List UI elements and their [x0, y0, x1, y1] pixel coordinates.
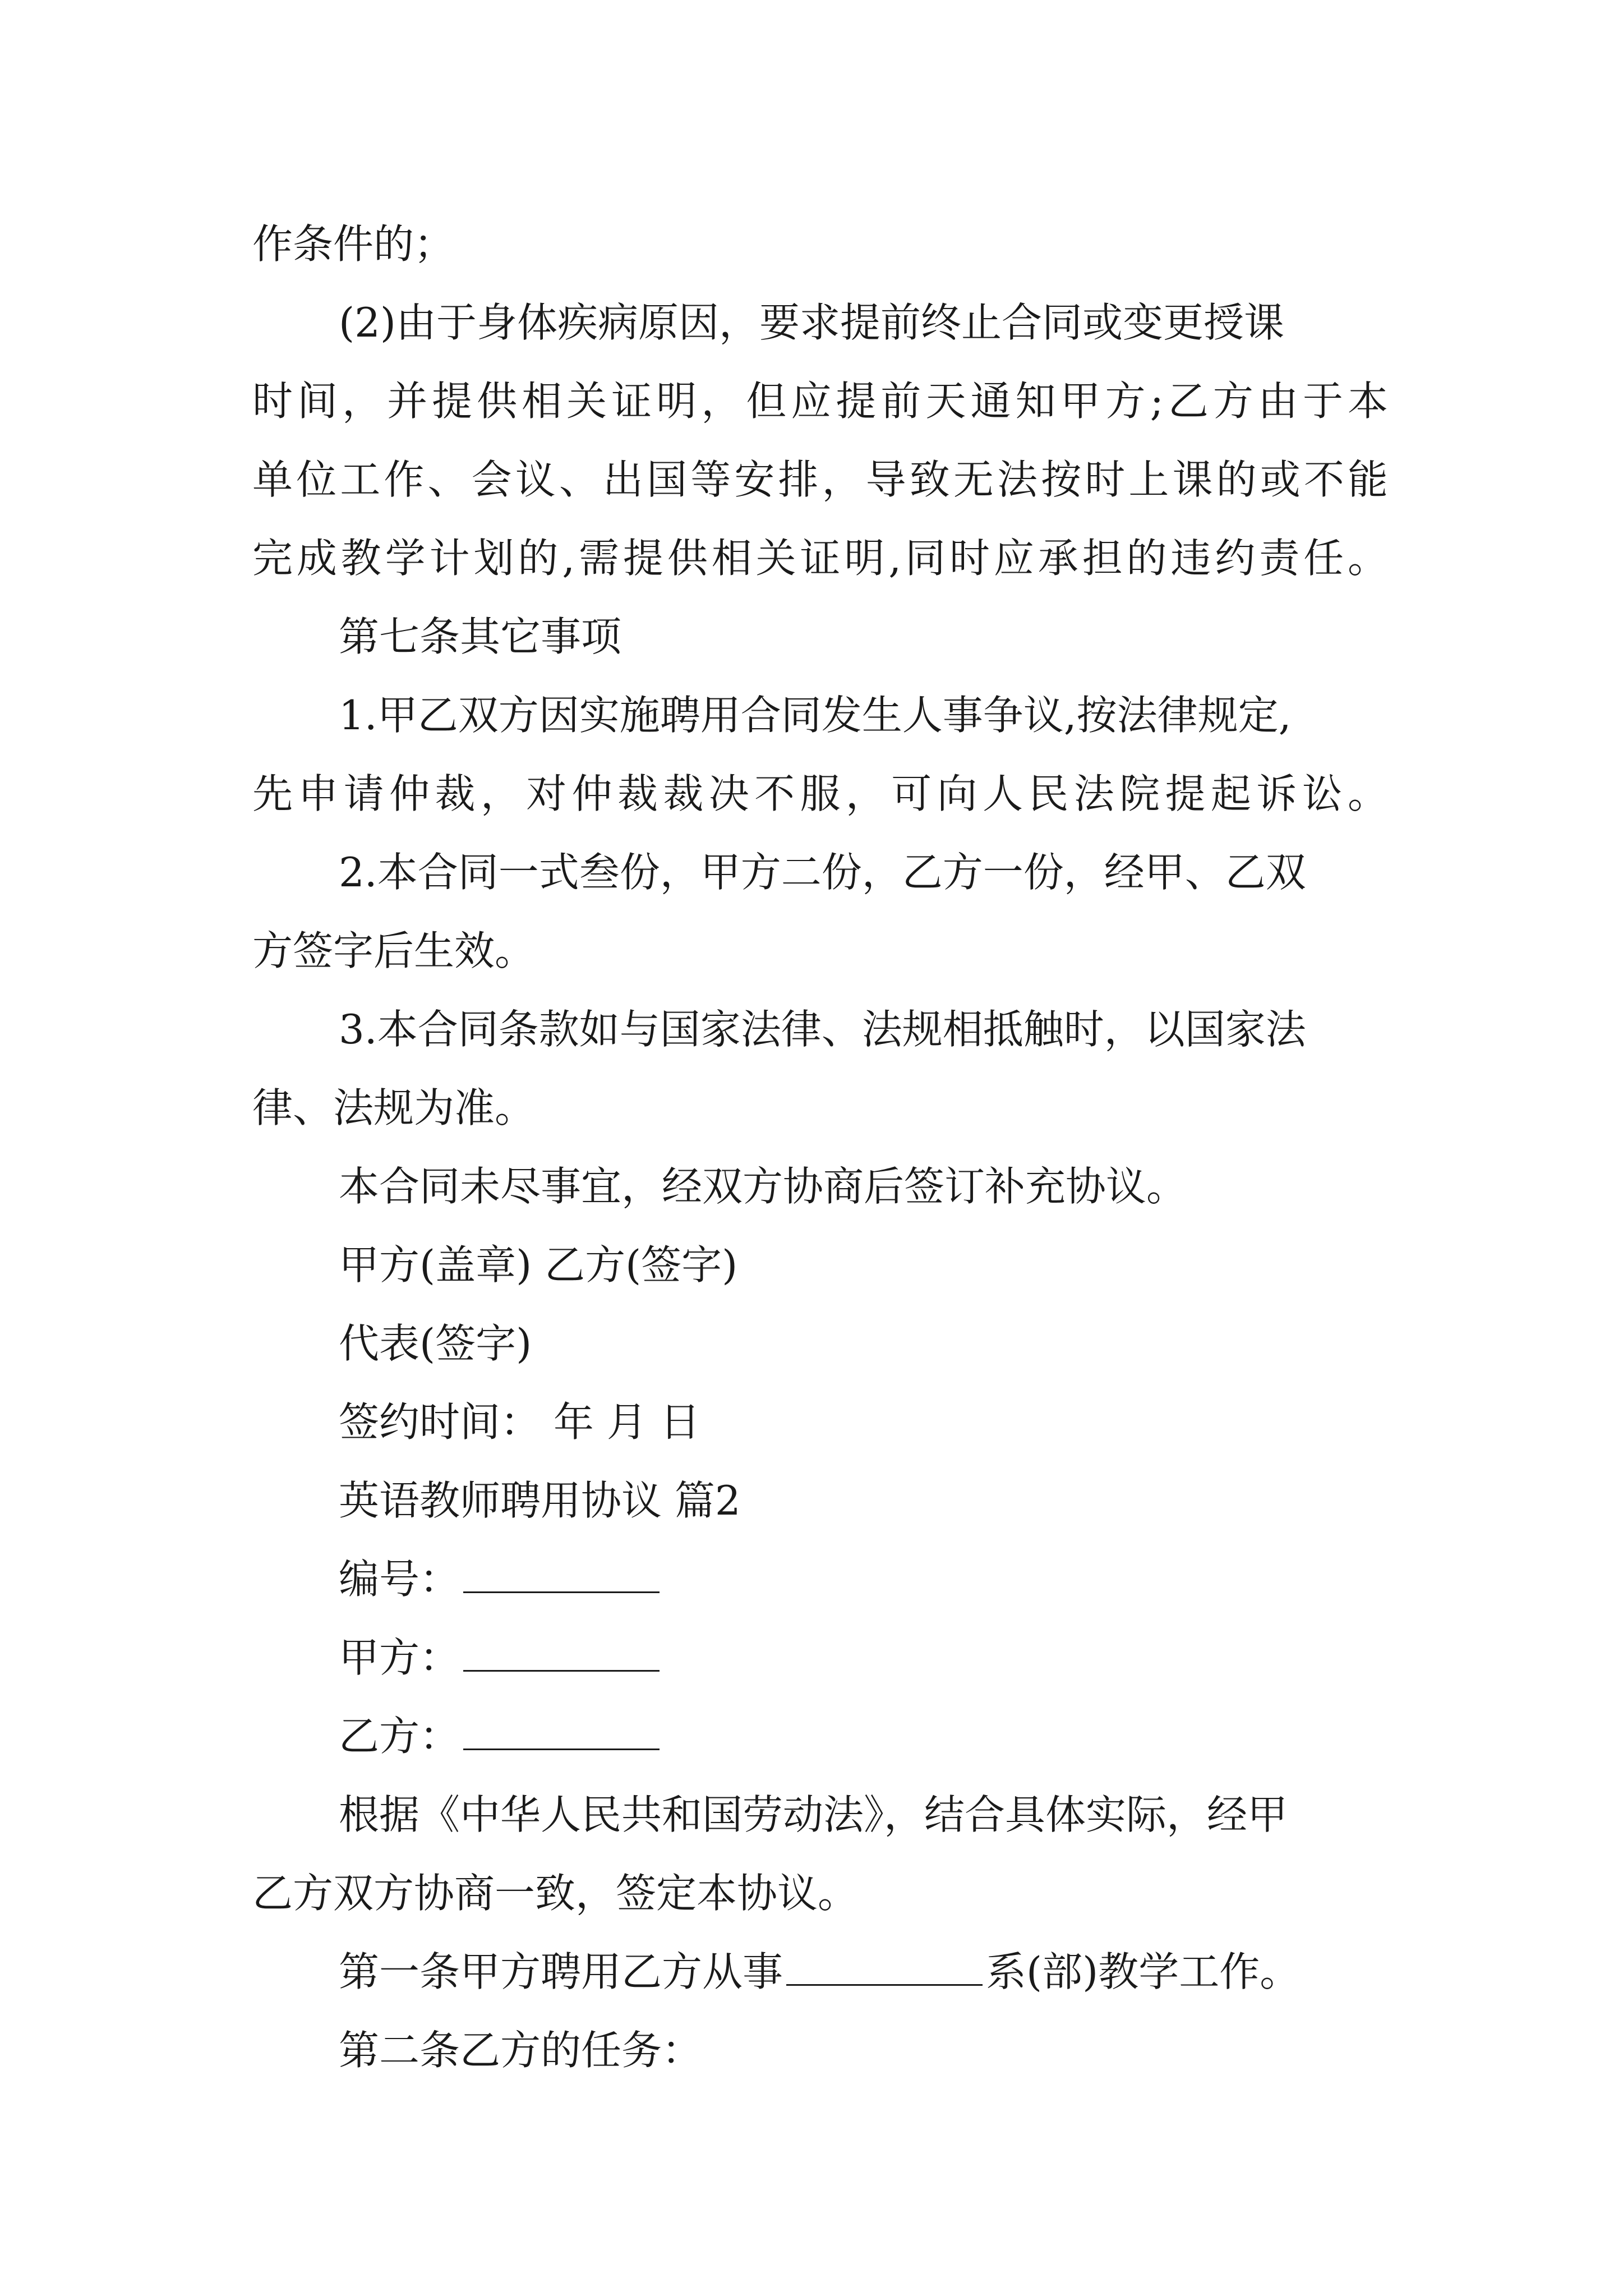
law-paragraph-line-1: 根据《中华人民共和国劳动法》，结合具体实际，经甲 — [339, 1791, 1288, 1838]
number-field — [339, 1551, 663, 1607]
party-b-blank — [463, 1709, 660, 1750]
text-line-7: 1.甲乙双方因实施聘用合同发生人事争议,按法律规定, — [339, 692, 1292, 739]
text-line-9: 2.本合同一式叁份，甲方二份，乙方一份，经甲、乙双 — [339, 849, 1306, 896]
number-blank — [463, 1552, 660, 1593]
party-b-label: 乙方： — [339, 1713, 460, 1760]
article2-heading: 第二条乙方的任务： — [339, 2027, 703, 2074]
text-line-13: 本合同未尽事宜，经双方协商后签订补充协议。 — [339, 1163, 1187, 1210]
article1-line — [339, 1944, 1300, 2000]
party-a-field — [339, 1630, 663, 1686]
text-line-5: 完成教学计划的,需提供相关证明,同时应承担的违约责任。 — [252, 535, 1388, 582]
signature-parties: 甲方(盖章) 乙方(签字) — [339, 1241, 738, 1289]
article1-blank — [786, 1945, 983, 1986]
representative-line: 代表(签字) — [339, 1320, 532, 1367]
text-line-8: 先申请仲裁，对仲裁裁决不服，可向人民法院提起诉讼。 — [252, 770, 1388, 817]
article1-suffix: 系(部)教学工作。 — [986, 1948, 1301, 1995]
section-title: 英语教师聘用协议 篇2 — [339, 1477, 741, 1524]
text-line-4: 单位工作、会议、出国等安排，导致无法按时上课的或不能 — [252, 456, 1388, 503]
text-line-12: 律、法规为准。 — [252, 1084, 536, 1131]
party-a-label: 甲方： — [339, 1634, 460, 1681]
party-a-blank — [463, 1631, 660, 1672]
signing-date-line: 签约时间： 年 月 日 — [339, 1398, 700, 1446]
number-label: 编号： — [339, 1556, 460, 1603]
text-line-10: 方签字后生效。 — [252, 927, 536, 974]
article7-heading: 第七条其它事项 — [339, 613, 622, 660]
text-line-2: (2)由于身体疾病原因，要求提前终止合同或变更授课 — [339, 299, 1284, 346]
law-paragraph-line-2: 乙方双方协商一致，签定本协议。 — [252, 1870, 859, 1917]
text-line-3: 时间，并提供相关证明，但应提前天通知甲方;乙方由于本 — [252, 378, 1388, 425]
text-line-11: 3.本合同条款如与国家法律、法规相抵触时，以国家法 — [339, 1006, 1306, 1053]
party-b-field — [339, 1708, 663, 1764]
article1-prefix: 第一条甲方聘用乙方从事 — [339, 1948, 783, 1995]
text-line-1: 作条件的； — [252, 220, 455, 268]
